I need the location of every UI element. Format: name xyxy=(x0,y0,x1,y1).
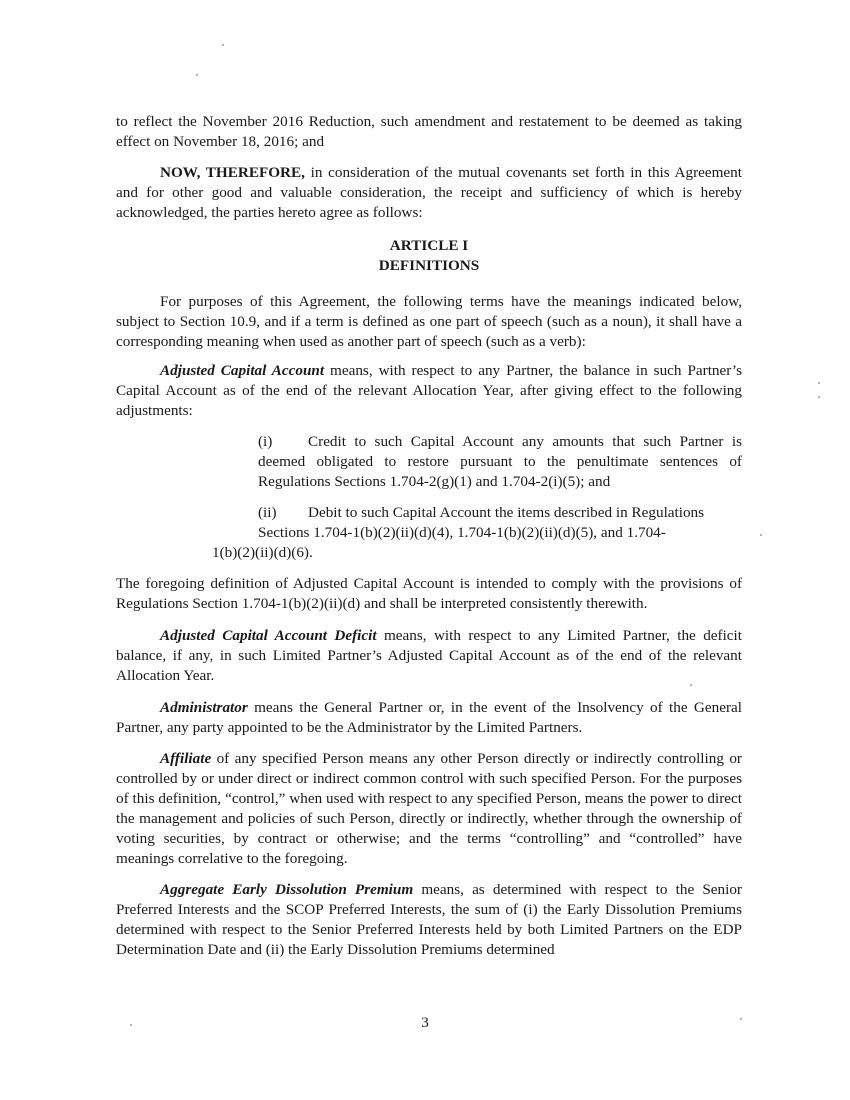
scan-speck xyxy=(130,1024,132,1026)
scan-speck xyxy=(690,684,692,686)
scan-speck xyxy=(740,1018,742,1020)
paragraph-foregoing-definition xyxy=(116,574,742,614)
definition-adjusted-capital-account xyxy=(116,361,742,421)
foregoing-definition-text: The foregoing definition of Adjusted Capital Account is intended to comply with the provisions of Regulations Section 1.704-1(b)(2)(ii)(d) and shall be interpreted consistently therewith. xyxy=(116,575,742,612)
scan-speck xyxy=(818,382,820,384)
article-title: DEFINITIONS xyxy=(378,257,480,274)
definitions-intro-text: For purposes of this Agreement, the following terms have the meanings indicated below, subject to Section 10.9, and if a term is defined as one part of speech (such as a noun), it shall have a corresponding meaning when used as another part of speech (such as a verb): xyxy=(116,293,742,350)
scan-speck xyxy=(760,534,762,536)
defined-term: Aggregate Early Dissolution Premium xyxy=(160,881,414,898)
subclause-text: Debit to such Capital Account the items described in Regulations Sections 1.704-1(b)(2)(ii)(d)(4), 1.704-1(b)(2)(ii)(d)(5), and 1.704- xyxy=(258,504,705,541)
definition-text: means the General Partner or, in the event of the Insolvency of the General Partner, any party appointed to be the Administrator by the Limited Partners. xyxy=(116,699,742,736)
paragraph-definitions-intro xyxy=(116,292,742,352)
definition-text: means, with respect to any Partner, the balance in such Partner’s Capital Account as of the end of the relevant Allocation Year, after giving effect to the following adjustments: xyxy=(116,362,742,419)
definition-adjusted-capital-account-deficit xyxy=(116,626,742,686)
scan-speck xyxy=(222,44,224,46)
definition-text: means, as determined with respect to the Senior Preferred Interests and the SCOP Preferred Interests, the sum of (i) the Early Dissolution Premiums determined with respect to the Senior Preferred Interests held by both Limited Partners on the EDP Determination Date and (ii) the Early Dissolution Premiums determined xyxy=(116,881,742,958)
recital-text: to reflect the November 2016 Reduction, such amendment and restatement to be deemed as taking effect on November 18, 2016; and xyxy=(116,113,742,150)
now-therefore-text: in consideration of the mutual covenants set forth in this Agreement and for other good and valuable consideration, the receipt and sufficiency of which is hereby acknowledged, the parties hereto agree as follows: xyxy=(116,164,742,221)
defined-term: Affiliate xyxy=(160,750,212,767)
paragraph-recital-end xyxy=(116,112,742,152)
article-number: ARTICLE I xyxy=(389,237,469,254)
definition-text: means, with respect to any Limited Partner, the deficit balance, if any, in such Limited Partner’s Adjusted Capital Account as of the end of the relevant Allocation Year. xyxy=(116,627,742,684)
definition-administrator xyxy=(116,698,742,738)
scan-speck xyxy=(818,396,820,398)
defined-term: Adjusted Capital Account xyxy=(160,362,325,379)
paragraph-now-therefore xyxy=(116,163,742,223)
subclause-text: Credit to such Capital Account any amounts that such Partner is deemed obligated to restore pursuant to the penultimate sentences of Regulations Sections 1.704-2(g)(1) and 1.704-2(i)(5); and xyxy=(258,433,742,490)
page-number: 3 xyxy=(421,1014,429,1031)
definition-affiliate xyxy=(116,749,742,869)
subclause-number: (ii) xyxy=(258,504,277,521)
definition-aggregate-early-dissolution-premium xyxy=(116,880,742,960)
subclause-ii xyxy=(212,503,742,563)
scan-speck xyxy=(196,74,198,76)
subclause-number: (i) xyxy=(258,433,273,450)
now-therefore-lead: NOW, THEREFORE, xyxy=(160,164,305,181)
subclause-i xyxy=(212,432,742,492)
definition-text: of any specified Person means any other Person directly or indirectly controlling or controlled by or under direct or indirect common control with such specified Person. For the purposes of this definition, “control,” when used with respect to any specified Person, means the power to direct the management and policies of such Person, directly or indirectly, whether through the ownership of voting securities, by contract or otherwise; and the terms “controlling” and “controlled” have meanings correlative to the foregoing. xyxy=(116,750,742,867)
defined-term: Administrator xyxy=(160,699,248,716)
subclause-text-continued: 1(b)(2)(ii)(d)(6). xyxy=(212,544,313,561)
defined-term: Adjusted Capital Account Deficit xyxy=(160,627,377,644)
